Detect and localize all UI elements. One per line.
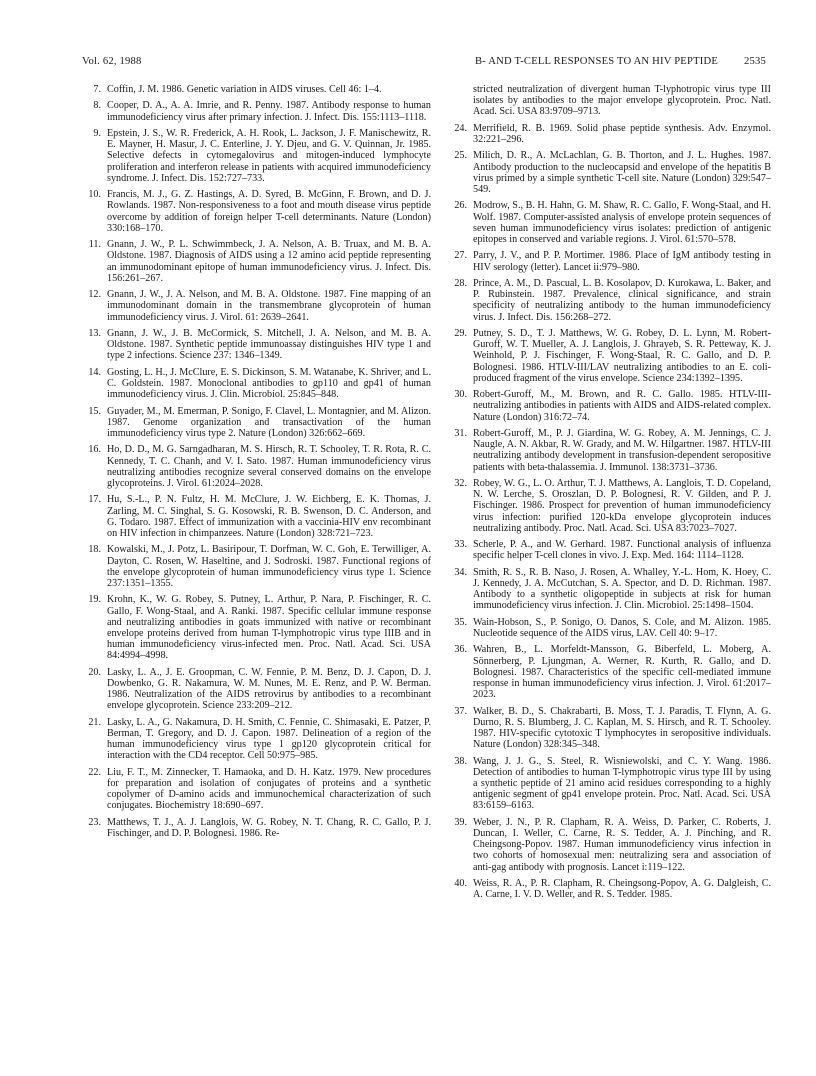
reference-number: 20. (88, 666, 101, 678)
reference-item (448, 817, 771, 873)
reference-number: 12. (88, 289, 101, 301)
running-header (82, 56, 766, 72)
reference-number: 36. (454, 644, 467, 656)
reference-number: 19. (88, 594, 101, 606)
reference-item (448, 617, 771, 639)
reference-item (82, 289, 431, 323)
reference-item (448, 644, 771, 700)
header-right (475, 56, 766, 67)
reference-text: Parry, J. V., and P. P. Mortimer. 1986. Place of IgM antibody testing in HIV serology (letter). Lancet ii:979–980. (473, 250, 771, 273)
reference-item (448, 328, 771, 384)
reference-item (82, 767, 431, 812)
volume-label: Vol. 62, 1988 (82, 56, 142, 67)
reference-number: 34. (454, 566, 467, 578)
running-title: B- AND T-CELL RESPONSES TO AN HIV PEPTIDE (475, 56, 718, 67)
reference-number: 26. (454, 200, 467, 212)
reference-item (448, 567, 771, 612)
reference-text: Weber, J. N., P. R. Clapham, R. A. Weiss, D. Parker, C. Roberts, J. Duncan, I. Weller, C. Carne, R. S. Tedder, A. J. Pinching, and R. Cheingsong-Popov. 1987. Human immunodeficiency virus infection in two cohorts of homosexual men: neutralizing sera and association of anti-gag antibody with prognosis. Lancet i:119–122. (473, 816, 771, 873)
reference-item (448, 478, 771, 534)
reference-continuation: stricted neutralization of divergent human T-lyphotropic virus type III isolates by antibodies to the major envelope glycoprotein. Proc. Natl. Acad. Sci. USA 83:9709–9713. (473, 84, 771, 118)
reference-text: Coffin, J. M. 1986. Genetic variation in AIDS viruses. Cell 46: 1–4. (107, 84, 382, 95)
reference-item (448, 539, 771, 561)
reference-number: 9. (93, 127, 101, 139)
reference-number: 16. (88, 444, 101, 456)
reference-item (448, 756, 771, 812)
reference-text: Ho, D. D., M. G. Sarngadharan, M. S. Hirsch, R. T. Schooley, T. R. Rota, R. C. Kennedy, T. C. Chanh, and V. I. Sato. 1987. Human immunodeficiency virus neutralizing antibodies recognize several conserved domains on the envelope glycoproteins. J. Virol. 61:2024–2028. (107, 444, 431, 489)
reference-number: 15. (88, 405, 101, 417)
reference-item (82, 328, 431, 362)
reference-item (82, 717, 431, 762)
reference-text: Scherle, P. A., and W. Gerhard. 1987. Functional analysis of influenza specific helper T-cell clones in vivo. J. Exp. Med. 164: 1114–1128. (473, 539, 771, 562)
reference-text: Prince, A. M., D. Pascual, L. B. Kosolapov, D. Kurokawa, L. Baker, and P. Rubinstein. 1987. Prevalence, clinical significance, and strain specificity of neutralizing antibody to the human immunodeficiency virus. J. Infect. Dis. 156:268–272. (473, 277, 771, 323)
reference-number: 10. (88, 189, 101, 201)
reference-item (82, 544, 431, 589)
reference-item (82, 667, 431, 712)
reference-text: Robert-Guroff, M., M. Brown, and R. C. Gallo. 1985. HTLV-III-neutralizing antibodies in patients with AIDS and AIDS-related complex. Nature (London) 316:72–74. (473, 389, 771, 423)
reference-number: 40. (454, 877, 467, 889)
reference-item (448, 278, 771, 323)
reference-text: Modrow, S., B. H. Hahn, G. M. Shaw, R. C. Gallo, F. Wong-Staal, and H. Wolf. 1987. Computer-assisted analysis of envelope protein sequences of seven human immunodeficiency virus isolates: prediction of antigenic epitopes in conserved and variable regions. J. Virol. 61:570–578. (473, 200, 771, 245)
reference-item (448, 123, 771, 145)
reference-number: 39. (454, 816, 467, 828)
reference-item (448, 706, 771, 751)
reference-text: Walker, B. D., S. Chakrabarti, B. Moss, T. J. Paradis, T. Flynn, A. G. Durno, R. S. Blumberg, J. C. Kaplan, M. S. Hirsch, and R. T. Schooley. 1987. HIV-specific cytotoxic T lymphocytes in seropositive individuals. Nature (London) 328:345–348. (473, 705, 771, 751)
reference-number: 22. (88, 766, 101, 778)
reference-text: Gosting, L. H., J. McClure, E. S. Dickinson, S. M. Watanabe, K. Shriver, and L. C. Goldstein. 1987. Monoclonal antibodies to gp110 and gp41 of human immunodeficiency virus. J. Clin. Microbiol. 25:845–848. (107, 366, 431, 401)
reference-text: Epstein, J. S., W. R. Frederick, A. H. Rook, L. Jackson, J. F. Manischewitz, R. E. Mayner, H. Masur, J. C. Enterline, J. Y. Djeu, and G. V. Quinnan, Jr. 1985. Selective defects in cytomegalovirus and mitogen-induced lymphocyte proliferation and interferon release in patients with acquired immunodeficiency syndrome. J. Infect. Dis. 152:727–733. (107, 127, 431, 184)
reference-text: Merrifield, R. B. 1969. Solid phase peptide synthesis. Adv. Enzymol. 32:221–296. (473, 122, 771, 145)
reference-text: Weiss, R. A., P. R. Clapham, R. Cheingsong-Popov, A. G. Dalgleish, C. A. Carne, I. V. D. Weller, and R. S. Tedder. 1985. (473, 877, 771, 901)
reference-text: Milich, D. R., A. McLachlan, G. B. Thorton, and J. L. Hughes. 1987. Antibody production to the nucleocapsid and envelope of the hepatitis B virus primed by a simple synthetic T-cell site. Nature (London) 329:547–549. (473, 150, 771, 195)
reference-item (82, 239, 431, 284)
reference-text: Robert-Guroff, M., P. J. Giardina, W. G. Robey, A. M. Jennings, C. J. Naugle, A. N. Akbar, R. W. Grady, and M. W. Hilgartner. 1987. HTLV-III neutralizing antibody development in transfusion-dependent seropositive patients with beta-thalassemia. J. Immunol. 138:3731–3736. (473, 427, 771, 473)
reference-text: Putney, S. D., T. J. Matthews, W. G. Robey, D. L. Lynn, M. Robert-Guroff, W. T. Mueller, A. J. Langlois, J. Ghrayeb, S. R. Petteway, K. J. Weinhold, P. J. Fischinger, F. Wong-Staal, R. C. Gallo, and D. P. Bolognesi. 1986. HTLV-III/LAV neutralizing antibodies to an E. coli-produced fragment of the virus envelope. Science 234:1392–1395. (473, 327, 771, 384)
reference-column-left (82, 84, 431, 844)
reference-item (82, 817, 431, 839)
reference-column-right (448, 84, 771, 906)
reference-item (448, 428, 771, 473)
reference-item (82, 494, 431, 539)
reference-text: Liu, F. T., M. Zinnecker, T. Hamaoka, and D. H. Katz. 1979. New procedures for preparation and isolation of conjugates of proteins and a synthetic copolymer of D-amino acids and immunochemical characterization of such conjugates. Biochemistry 18:690–697. (107, 766, 431, 812)
reference-number: 13. (88, 327, 101, 339)
reference-number: 8. (93, 100, 101, 112)
reference-number: 29. (454, 327, 467, 339)
reference-text: Smith, R. S., R. B. Naso, J. Rosen, A. Whalley, Y.-L. Hom, K. Hoey, C. J. Kennedy, J. A. McCutchan, S. A. Spector, and D. D. Richman. 1987. Antibody to a synthetic oligopeptide in subjects at risk for human immunodeficiency virus infection. J. Clin. Microbiol. 25:1498–1504. (473, 566, 771, 612)
reference-number: 33. (454, 539, 467, 551)
reference-number: 23. (88, 816, 101, 828)
reference-text: Gnann, J. W., J. A. Nelson, and M. B. A. Oldstone. 1987. Fine mapping of an immunodominant domain in the transmembrane glycoprotein of human immunodeficiency virus. J. Virol. 61: 2639–2641. (107, 289, 431, 323)
reference-text: Wahren, B., L. Morfeldt-Mansson, G. Biberfeld, L. Moberg, A. Sönnerberg, P. Ljungman, A. Werner, R. Kurth, R. Gallo, and D. Bolognesi. 1987. Characteristics of the specific cell-mediated immune response in human immunodeficiency virus infection. J. Virol. 61:2017–2023. (473, 644, 771, 701)
reference-item (82, 189, 431, 234)
reference-text: Wang, J. J. G., S. Steel, R. Wisniewolski, and C. Y. Wang. 1986. Detection of antibodies to human T-lymphotropic virus type III by using a synthetic peptide of 21 amino acid residues corresponding to a highly antigenic segment of gp41 envelope protein. Proc. Natl. Acad. Sci. USA 83:6159–6163. (473, 755, 771, 812)
reference-text: Lasky, L. A., G. Nakamura, D. H. Smith, C. Fennie, C. Shimasaki, E. Patzer, P. Berman, T. Gregory, and D. J. Capon. 1987. Delineation of a region of the human immunodeficiency virus type 1 gp120 glycoprotein critical for interaction with the CD4 receptor. Cell 50:975–985. (107, 716, 431, 762)
reference-number: 30. (454, 389, 467, 401)
reference-number: 32. (454, 477, 467, 489)
reference-text: Matthews, T. J., A. J. Langlois, W. G. Robey, N. T. Chang, R. C. Gallo, P. J. Fischinger, and D. P. Bolognesi. 1986. Re- (107, 816, 431, 839)
reference-number: 27. (454, 250, 467, 262)
reference-number: 38. (454, 755, 467, 767)
reference-item (448, 150, 771, 195)
reference-number: 11. (88, 239, 101, 251)
reference-number: 31. (454, 427, 467, 439)
reference-number: 24. (454, 122, 467, 134)
reference-item (82, 100, 431, 122)
reference-item (82, 406, 431, 440)
reference-text: Lasky, L. A., J. E. Groopman, C. W. Fennie, P. M. Benz, D. J. Capon, D. J. Dowbenko, G. R. Nakamura, W. M. Nunes, M. E. Renz, and P. W. Berman. 1986. Neutralization of the AIDS retrovirus by antibodies to a recombinant envelope glycoprotein. Science 233:209–212. (107, 666, 431, 712)
reference-item (82, 128, 431, 184)
reference-item (82, 594, 431, 661)
reference-text: Wain-Hobson, S., P. Sonigo, O. Danos, S. Cole, and M. Alizon. 1985. Nucleotide sequence of the AIDS virus, LAV. Cell 40: 9–17. (473, 616, 771, 639)
reference-item (448, 250, 771, 272)
reference-item (82, 84, 431, 95)
reference-item (448, 389, 771, 423)
reference-item (448, 878, 771, 900)
reference-number: 25. (454, 150, 467, 162)
reference-number: 18. (88, 544, 101, 556)
reference-number: 17. (88, 494, 101, 506)
reference-item (448, 200, 771, 245)
reference-number: 35. (454, 616, 467, 628)
reference-number: 7. (93, 84, 101, 95)
reference-text: Kowalski, M., J. Potz, L. Basiripour, T. Dorfman, W. C. Goh, E. Terwilliger, A. Dayton, C. Rosen, W. Haseltine, and J. Sodroski. 1987. Functional regions of the envelope glycoprotein of human immunodeficiency virus type 1. Science 237:1351–1355. (107, 544, 431, 589)
reference-number: 37. (454, 705, 467, 717)
reference-item (82, 367, 431, 401)
reference-text: Gnann, J. W., P. L. Schwimmbeck, J. A. Nelson, A. B. Truax, and M. B. A. Oldstone. 1987. Diagnosis of AIDS using a 12 amino acid peptide representing an immunodominant epitope of human immunodeficiency virus. J. Infect. Dis. 156:261–267. (107, 239, 431, 284)
reference-number: 21. (88, 716, 101, 728)
reference-text: Francis, M. J., G. Z. Hastings, A. D. Syred, B. McGinn, F. Brown, and D. J. Rowlands. 1987. Non-responsiveness to a foot and mouth disease virus peptide overcome by addition of foreign helper T-cell determinants. Nature (London) 330:168–170. (107, 189, 431, 234)
reference-number: 28. (454, 277, 467, 289)
page-number: 2535 (744, 56, 766, 67)
reference-text: Robey, W. G., L. O. Arthur, T. J. Matthews, A. Langlois, T. D. Copeland, N. W. Lerche, S. Oroszlan, D. P. Bolognesi, R. V. Gilden, and P. J. Fischinger. 1986. Prospect for prevention of human immunodeficiency virus infection: purified 120-kDa envelope glycoprotein induces neutralizing antibody. Proc. Natl. Acad. Sci. USA 83:7023–7027. (473, 477, 771, 534)
reference-text: Hu, S.-L., P. N. Fultz, H. M. McClure, J. W. Eichberg, E. K. Thomas, J. Zarling, M. C. Singhal, S. G. Kosowski, R. B. Swenson, D. C. Anderson, and G. Todaro. 1987. Effect of immunization with a vaccinia-HIV env recombinant on HIV infection in chimpanzees. Nature (London) 328:721–723. (107, 494, 431, 539)
reference-text: Cooper, D. A., A. A. Imrie, and R. Penny. 1987. Antibody response to human immunodeficiency virus after primary infection. J. Infect. Dis. 155:1113–1118. (107, 100, 431, 123)
reference-number: 14. (88, 366, 101, 378)
reference-text: Gnann, J. W., J. B. McCormick, S. Mitchell, J. A. Nelson, and M. B. A. Oldstone. 1987. Synthetic peptide immunoassay distinguishes HIV type 1 and type 2 infections. Science 237: 1346–1349. (107, 327, 431, 362)
reference-item (82, 444, 431, 489)
reference-text: Krohn, K., W. G. Robey, S. Putney, L. Arthur, P. Nara, P. Fischinger, R. C. Gallo, F. Wong-Staal, and A. Ranki. 1987. Specific cellular immune response and neutralizing antibodies in goats immunized with native or recombinant envelope proteins derived from human T-lymphotropic virus type IIIB and in human immunodeficiency virus-infected men. Proc. Natl. Acad. Sci. USA 84:4994–4998. (107, 594, 431, 662)
reference-text: Guyader, M., M. Emerman, P. Sonigo, F. Clavel, L. Montagnier, and M. Alizon. 1987. Genome organization and transactivation of the human immunodeficiency virus type 2. Nature (London) 326:662–669. (107, 405, 431, 439)
